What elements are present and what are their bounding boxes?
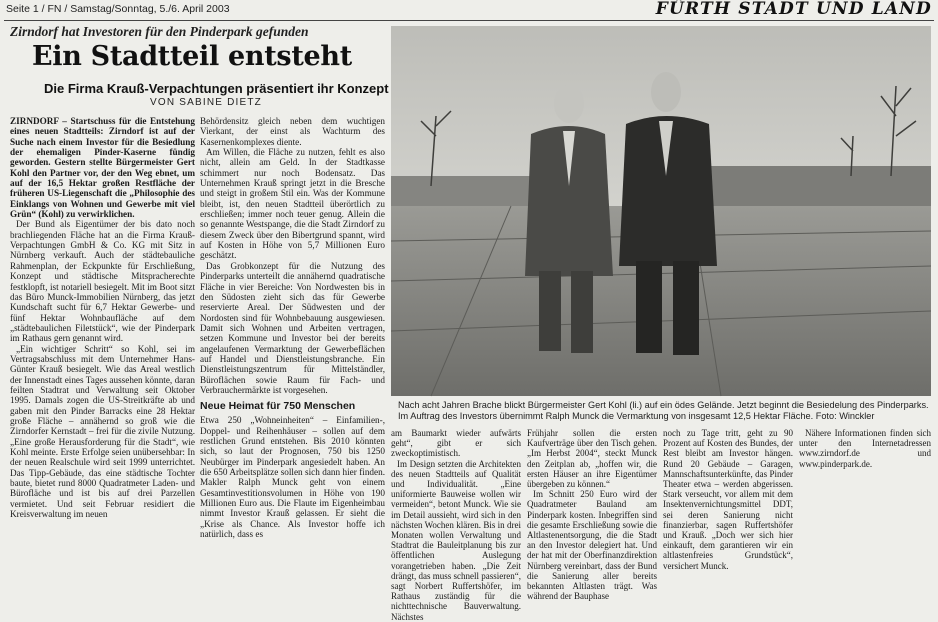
- body-paragraph: Nähere Informationen finden sich unter den Internetadressen www.zirndorf.de und www.pinderpark.de.: [799, 428, 931, 469]
- body-paragraph: Im Design setzten die Architekten des neuen Stadtteils auf Qualität und Individualität. „Eine uniformierte Bauweise wollen wir vermeiden“, betont Munck. Wie sie im Detail aussieht, wird sich in den nächsten Wochen klären. Bis in drei Monaten wollen Verwaltung und Stadtrat die Bauleitplanung bis zur öffentlichen Auslegung vorangetrieben haben. „Die Zeit drängt, das muss schnell passieren“, sagt Norbert Ruffertshöfer, im Rathaus zuständig für die nichttechnische Bauverwaltung. Nächstes: [391, 458, 521, 622]
- body-paragraph: am Baumarkt wieder aufwärts geht“, gibt er sich zweckoptimistisch.: [391, 428, 521, 459]
- article-subheading: Neue Heimat für 750 Menschen: [200, 400, 356, 413]
- background-buildings-left: [391, 176, 531, 211]
- lead-paragraph: [10, 116, 195, 219]
- dateline: ZIRNDORF –: [10, 116, 71, 126]
- body-paragraph: Der Bund als Eigentümer der bis dato noch brachliegenden Fläche hat an die Firma Krauß-Verpachtungen GmbH & Co. KG mit Sitz in Nürnberg verkauft. Auch der städtebauliche Rahmenplan, der Eckpunkte für Erschließung, Konzept und städtische Mitspracherechte festklopft, ist notariell besiegelt. Mit im Boot sitzt das Büro Munck-Immobilien Nürnberg, das jetzt Kundschaft sucht für 6,7 Hektar Gewerbe- und fünf Hektar Wohnbaufläche auf dem „städtebaulichen Filetstück“, wie der Pinderpark im Rathaus gern genannt wird.: [10, 219, 195, 344]
- article-column-6: [799, 428, 931, 594]
- kicker: Zirndorf hat Investoren für den Pinderpark gefunden: [10, 24, 309, 39]
- photo-caption: Nach acht Jahren Brache blickt Bürgermeister Gert Kohl (li.) auf ein ödes Gelände. Jetzt beginnt die Besiedelung des Pinderparks. Im Auftrag des Investors übernimmt Ralph Munck die Vermarktung von insgesamt 12,5 Hektar Fläche. Foto: Winckler: [398, 400, 929, 421]
- page-info: Seite 1 / FN / Samstag/Sonntag, 5./6. April 2003: [6, 3, 230, 15]
- body-paragraph: noch zu Tage tritt, geht zu 90 Prozent auf Kosten des Bundes, der Rest bleibt am Investor hängen. Rund 20 Gebäude – Garagen, Mannschaftsunterkünfte, das Pinder Theater etwa – werden abgerissen. Stark verseucht, vor allem mit dem Insektenvernichtungsmittel DDT, sei deren Sanierung nicht finanzierbar, sagen Ruffertshöfer und Krauß. „Doch wer sich hier einkauft, dem garantieren wir ein altlastenfreies Grundstück“, versichert Munck.: [663, 428, 793, 571]
- article-column-1: [10, 116, 195, 594]
- body-paragraph: Frühjahr sollen die ersten Kaufverträge über den Tisch gehen. „Im Herbst 2004“, steckt Munck den Zeitplan ab, „hoffen wir, die ersten Häuser an ihre Eigentümer übergeben zu können.“: [527, 428, 657, 490]
- body-paragraph: Etwa 250 „Wohneinheiten“ – Einfamilien-, Doppel- und Reihenhäuser – sollen auf dem restlichen Grund entstehen. Bis 2010 könnten sich, so laut der Prognosen, 750 bis 1250 Neubürger im Pinderpark angesiedelt haben. An die 650 Arbeitsplätze sollen sich dann hier finden. Makler Ralph Munck geht von einem Gesamtinvestitionsvolumen in Höhe von 190 Millionen Euro aus. Die Flaute im Eigenheimbau nimmt Investor Krauß gelassen. Er sieht die „Krise als Chance. Als Investor hoffe ich natürlich, dass es: [200, 415, 385, 540]
- body-paragraph: Im Schnitt 250 Euro wird der Quadratmeter Bauland am Pinderpark kosten. Inbegriffen sind die gesamte Erschließung sowie die Altlastenentsorgung, die die Stadt an den Investor delegiert hat. Und der hat mit der Oberfinanzdirektion Nürnberg vereinbart, dass der Bund die Sanierung aller bereits bekannten Altlasten trägt. Was während der Bauphase: [527, 489, 657, 602]
- article-column-2: [200, 116, 385, 594]
- byline: VON SABINE DIETZ: [150, 97, 262, 108]
- subheadline: Die Firma Krauß-Verpachtungen präsentiert ihr Konzept: [44, 81, 389, 96]
- article-photo: [391, 26, 931, 396]
- article-column-4: [527, 428, 657, 602]
- body-paragraph: „Ein wichtiger Schritt“ so Kohl, sei im Vertragsabschluss mit dem Unternehmer Hans-Günter Krauß besiegelt. Wie das Areal westlich der Innenstadt eines Tages aussehen könnte, daran feilten Stadtrat und Verwaltung seit Oktober 1995. Damals zogen die US-Streitkräfte ab und gaben mit den Pinder Barracks eine 28 Hektar große Fläche – annähernd so groß wie die Zirndorfer Kernstadt – frei für die zivile Nutzung. „Eine große Herausforderung für die Stadt“, wie Kohl meinte. Erste Erfolge seien unübersehbar: In der neuen Realschule wird seit 1999 unterrichtet. Das Tipp-Gebäude, das eine städtische Tochter baute, bietet rund 8000 Quadratmeter Laden- und Bürofläche und ist bis auf drei Parzellen vermietet. Und seit Februar residiert die Kreisverwaltung im neuen: [10, 343, 195, 520]
- lead-text: Startschuss für die Entstehung eines neuen Stadtteils: Zirndorf ist auf der Suche nach einem Investor für die Besiedlung der ehemaligen Pinder-Kaserne fündig geworden. Gestern stellte Bürgermeister Gert Kohl den Partner vor, der den Weg ebnet, um auf der 16,5 Hektar großen Restfläche der früheren US-Liegenschaft die „Philosophie des Einklangs von Wohnen und Gewerbe mit viel Grün“ (Kohl) zu verwirklichen.: [10, 116, 195, 220]
- photo-illustration: [391, 26, 931, 396]
- background-buildings: [691, 166, 931, 211]
- article-column-5: [663, 428, 793, 594]
- body-paragraph: Das Grobkonzept für die Nutzung des Pinderparks unterteilt die annähernd quadratische Fläche in vier Bereiche: Von Nordwesten bis in den Südosten zieht sich das für Gewerbe reservierte Areal. Der Südwesten und der Nordosten sind für Wohnbebauung ausgewiesen. Damit sich Wohnen und Arbeiten vertragen, setzen Kommune und Investor bei der bereits angelaufenen Vermarktung der Gewerbeflächen auf Handel und Dienstleistungsbranche. Ein Dienstleistungszentrum für Mittelständler, Büroflächen sowie Raum für Fach- und Verbrauchermärkte ist vorgesehen.: [200, 260, 385, 395]
- section-title: FÜRTH STADT UND LAND: [655, 0, 932, 19]
- headline: Ein Stadtteil entsteht: [32, 41, 352, 72]
- body-paragraph: Am Willen, die Fläche zu nutzen, fehlt es also nicht, allein am Geld. In der Stadtkasse schimmert nur noch Bodensatz. Das Unternehmen Krauß springt jetzt in die Bresche und steigt in großem Stil ein. Was der Kommune bleibt, ist, den neuen Stadtteil überörtlich zu erschließen; immer noch teuer genug. Allein die so genannte Westspange, die die Stadt Zirndorf zu diesem Zweck über den Bibertgrund spannt, wird auf Kosten in Höhe von 5,7 Millionen Euro geschätzt.: [200, 147, 385, 261]
- header-rule: [4, 20, 934, 21]
- article-column-3: [391, 428, 521, 622]
- body-paragraph: Behördensitz gleich neben dem wuchtigen Vierkant, der einst als Wachturm des Kasernenkomplexes diente.: [200, 116, 385, 147]
